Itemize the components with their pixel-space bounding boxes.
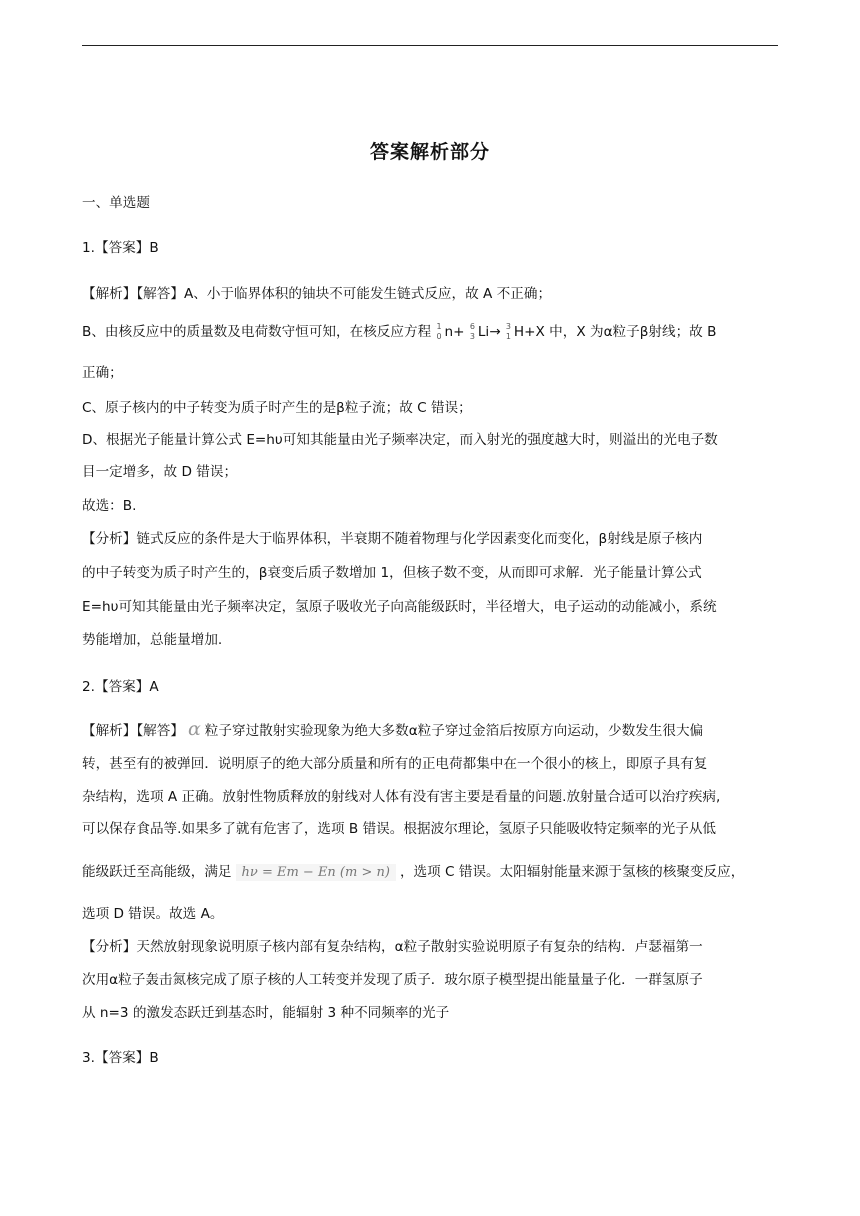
header-rule: [82, 45, 778, 46]
q2-line-2: 转，甚至有的被弹回．说明原子的绝大部分质量和所有的正电荷都集中在一个很小的核上，即原子具有复: [82, 756, 708, 772]
q1-line-7: 故选：B.: [82, 498, 137, 514]
section-heading: 一、单选题: [82, 195, 150, 211]
q1-analysis-3: E=hυ可知其能量由光子频率决定，氢原子吸收光子向高能级跃时，半径增大，电子运动的动能减小，系统: [82, 599, 717, 615]
page-title: 答案解析部分: [369, 141, 490, 163]
q2-line-3: 杂结构，选项 A 正确。放射性物质释放的射线对人体有没有害主要是看量的问题.放射量合适可以治疗疾病,: [82, 789, 721, 805]
nuclide-n: 1 0: [436, 322, 442, 341]
q2-line-1: 【解析】【解答】 α 粒子穿过散射实验现象为绝大多数α粒子穿过金箔后按原方向运动，少数发生很大偏: [82, 718, 704, 740]
nuclide-h: 3 1: [505, 322, 512, 341]
q1-analysis-4: 势能增加，总能量增加.: [82, 632, 223, 648]
q1-analysis-2: 的中子转变为质子时产生的，β衰变后质子数增加 1，但核子数不变，从而即可求解．光子能量计算公式: [82, 565, 702, 581]
q1-line-4: C、原子核内的中子转变为质子时产生的是β粒子流；故 C 错误；: [82, 400, 472, 416]
q1-line-1: 【解析】【解答】A、小于临界体积的铀块不可能发生链式反应，故 A 不正确；: [82, 286, 552, 302]
energy-formula: hν = Em − En (m > n): [236, 864, 396, 881]
alpha-symbol: α: [187, 718, 201, 740]
q1-answer: 1.【答案】B: [82, 240, 159, 256]
q1-line-5: D、根据光子能量计算公式 E=hυ可知其能量由光子频率决定，而入射光的强度越大时，则溢出的光电子数: [82, 432, 718, 448]
nuclide-li: 6 3: [469, 322, 475, 341]
q2-answer: 2.【答案】A: [82, 679, 159, 695]
q2-line-5: 能级跃迁至高能级，满足 hν = Em − En (m > n) ，选项 C 错误。太阳辐射能量来源于氢核的核聚变反应，: [82, 864, 745, 880]
q2-line-4: 可以保存食品等.如果多了就有危害了，选项 B 错误。根据波尔理论，氢原子只能吸收特定频率的光子从低: [82, 821, 717, 837]
q2-analysis-2: 次用α粒子轰击氮核完成了原子核的人工转变并发现了质子．玻尔原子模型提出能量量子化．一群氢原子: [82, 972, 703, 988]
q1-analysis-1: 【分析】链式反应的条件是大于临界体积，半衰期不随着物理与化学因素变化而变化，β射线是原子核内: [82, 531, 703, 547]
q1-line-6: 目一定增多，故 D 错误；: [82, 464, 238, 480]
q3-answer: 3.【答案】B: [82, 1050, 159, 1066]
q2-line-6: 选项 D 错误。故选 A。: [82, 906, 224, 922]
q1-line-2: B、由核反应中的质量数及电荷数守恒可知，在核反应方程 1 0 n+ 6 3 Li→ 3 1 H+X 中，X 为α粒子β射线；故 B: [82, 322, 717, 341]
q2-analysis-1: 【分析】天然放射现象说明原子核内部有复杂结构，α粒子散射实验说明原子有复杂的结构．卢瑟福第一: [82, 939, 703, 955]
q2-analysis-3: 从 n=3 的激发态跃迁到基态时，能辐射 3 种不同频率的光子: [82, 1005, 450, 1021]
q1-line-3: 正确；: [82, 365, 123, 381]
